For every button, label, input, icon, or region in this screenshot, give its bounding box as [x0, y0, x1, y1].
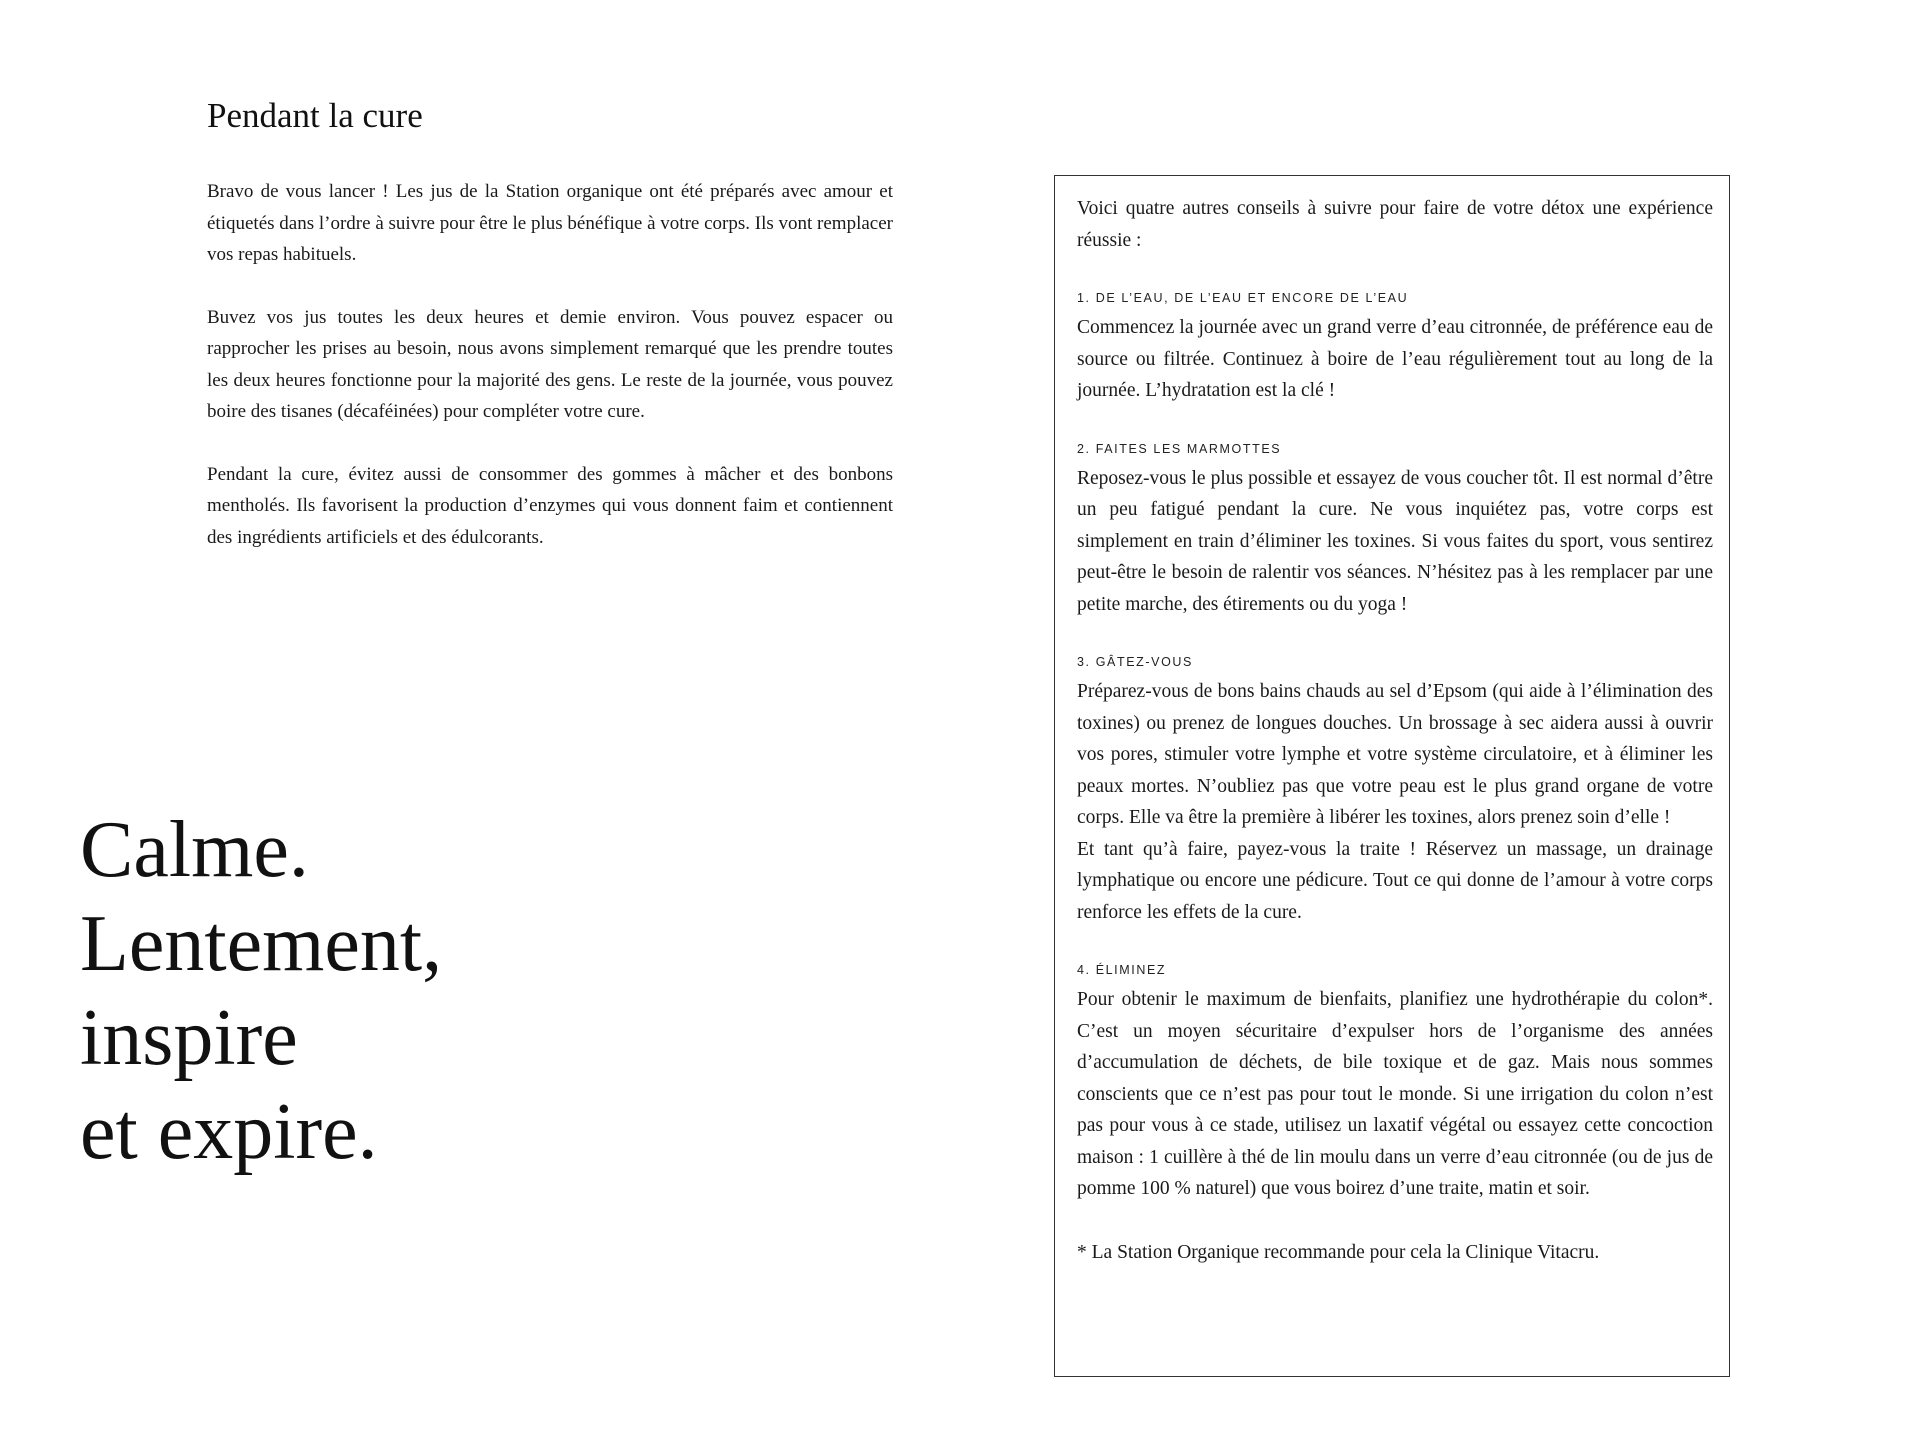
intro-paragraph: Bravo de vous lancer ! Les jus de la Station organique ont été préparés avec amour et étiquetés dans l’ordre à suivre pour être le plus bénéfique à votre corps. Ils vont remplacer vos repas habituels.: [207, 181, 893, 265]
tips-box: [1054, 175, 1730, 1377]
tip-heading: 1. DE L’EAU, DE L’EAU ET ENCORE DE L’EAU: [1077, 291, 1409, 305]
tip-rest: [1077, 439, 1713, 621]
quote-line: et expire.: [80, 1088, 378, 1176]
left-column: [207, 92, 893, 584]
tip-text: Et tant qu’à faire, payez-vous la traite ! Réservez un massage, un drainage lymphatique ou encore une pédicure. Tout ce qui donne de l’amour à votre corps renforce les effets de la cure.: [1077, 838, 1713, 923]
quote-line: Lentement,: [80, 900, 443, 988]
section-title: Pendant la cure: [207, 96, 423, 135]
tip-pamper: [1077, 652, 1713, 928]
intro-paragraph: Buvez vos jus toutes les deux heures et demie environ. Vous pouvez espacer ou rapprocher les prises au besoin, nous avons simplement remarqué que les prendre toutes les deux heures fonctionne pour la majorité des gens. Le reste de la journée, vous pouvez boire des tisanes (décaféinées) pour compléter votre cure.: [207, 306, 893, 422]
tip-text: Pour obtenir le maximum de bienfaits, planifiez une hydrothérapie du colon*. C’est un moyen sécuritaire d’expulser hors de l’organisme des années d’accumulation de déchets, de bile toxique et de gaz. Mais nous sommes conscients que ce n’est pas pour tout le monde. Si une irrigation du colon n’est pas pour vous à ce stade, utilisez un laxatif végétal ou essayez cette concoction maison : 1 cuillère à thé de lin moulu dans un verre d’eau citronnée (ou de jus de pomme 100 % naturel) que vous boirez d’une traite, matin et soir.: [1077, 989, 1713, 1199]
tip-heading: 4. ÉLIMINEZ: [1077, 963, 1167, 977]
footnote: * La Station Organique recommande pour cela la Clinique Vitacru.: [1077, 1241, 1600, 1263]
tips-intro: Voici quatre autres conseils à suivre pour faire de votre détox une expérience réussie :: [1077, 198, 1713, 251]
quote-line: Calme.: [80, 806, 309, 894]
quote-line: inspire: [80, 994, 298, 1082]
tip-heading: 3. GÂTEZ-VOUS: [1077, 655, 1193, 669]
tip-eliminate: [1077, 960, 1713, 1205]
tip-text: Préparez-vous de bons bains chauds au sel d’Epsom (qui aide à l’élimination des toxines) ou prenez de longues douches. Un brossage à sec aidera aussi à ouvrir vos pores, stimuler votre lymphe et votre système circulatoire, et à éliminer les peaux mortes. N’oubliez pas que votre peau est le plus grand organe de votre corps. Elle va être la première à libérer les toxines, alors prenez soin d’elle !: [1077, 681, 1713, 828]
tip-water: [1077, 288, 1713, 407]
tip-heading: 2. FAITES LES MARMOTTES: [1077, 441, 1282, 456]
pull-quote: [80, 803, 442, 1179]
tip-text: Reposez-vous le plus possible et essayez de vous coucher tôt. Il est normal d’être un peu fatigué pendant la cure. Ne vous inquiétez pas, votre corps est simplement en train d’éliminer les toxines. Si vous faites du sport, vous sentirez peut-être le besoin de ralentir vos séances. N’hésitez pas à les remplacer par une petite marche, des étirements ou du yoga !: [1077, 467, 1713, 615]
tip-text: Commencez la journée avec un grand verre d’eau citronnée, de préférence eau de source ou filtrée. Continuez à boire de l’eau régulièrement tout au long de la journée. L’hydratation est la clé !: [1077, 317, 1713, 401]
intro-paragraph: Pendant la cure, évitez aussi de consommer des gommes à mâcher et des bonbons mentholés. Ils favorisent la production d’enzymes qui vous donnent faim et contiennent des ingrédients artificiels et des édulcorants.: [207, 463, 893, 548]
